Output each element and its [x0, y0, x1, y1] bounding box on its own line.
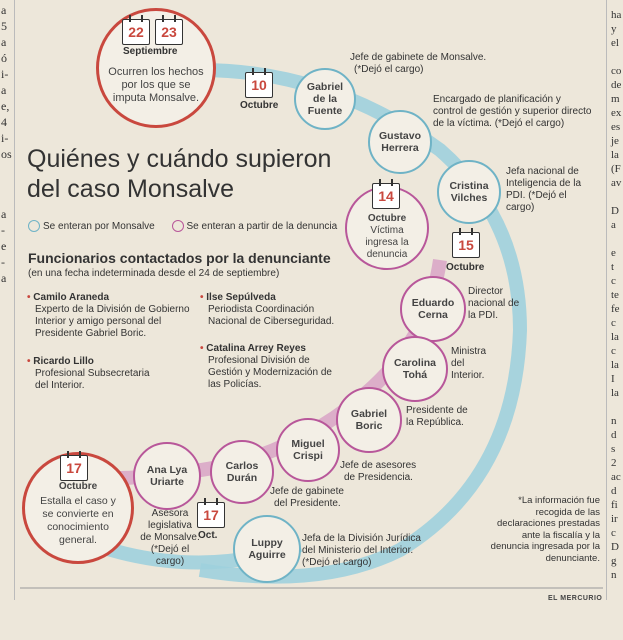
person-bubble-vilches: Cristina Vilches [437, 160, 501, 224]
calendar-icon: 17 [60, 455, 88, 481]
section-subheading: (en una fecha indeterminada desde el 24 de septiembre) [28, 268, 280, 279]
person-bubble-cerna: Eduardo Cerna [400, 276, 466, 342]
person-desc-cerna: Director nacional de la PDI. [468, 286, 520, 321]
funcionario-item: • Catalina Arrey Reyes Profesional División de Gestión y Modernización de las Policías. [200, 343, 332, 391]
footnote: *La información fue recogida de las declaraciones prestadas ante la fiscalía y la denuncia ingresada por la denunciante. [490, 495, 600, 564]
legend-item-purple: Se enteran a partir de la denuncia [172, 221, 338, 232]
person-desc-crispi: Jefe de asesores de Presidencia. [340, 460, 417, 483]
calendar-icon: 22 [122, 19, 150, 45]
event-bubble-oct17: Octubre Estalla el caso y se convierte en conocimiento general. [22, 452, 134, 564]
person-bubble-herrera: Gustavo Herrera [368, 110, 432, 174]
person-desc-uriarte: Asesora legislativa de Monsalve. (*Dejó el cargo) [140, 508, 200, 567]
date-label: Octubre [240, 100, 279, 111]
person-desc-vilches: Jefa nacional de Inteligencia de la PDI. (*Dejó el cargo) [506, 166, 582, 213]
legend-purple-swatch [172, 220, 184, 232]
legend-blue-swatch [28, 220, 40, 232]
funcionario-item: • Ilse Sepúlveda Periodista Coordinación Nacional de Ciberseguridad. [200, 292, 334, 328]
person-bubble-fuente: Gabriel de la Fuente [294, 68, 356, 130]
event-text: imputa Monsalve. [112, 91, 200, 104]
date-label: Septiembre [123, 46, 178, 57]
funcionario-item: • Camilo Araneda Experto de la División de Gobierno Interior y amigo personal del Presidente Gabriel Boric. [27, 292, 190, 340]
legend-item-blue: Se enteran por Monsalve [28, 221, 155, 232]
left-margin-text: a 5 a ó i- a e, 4 i- os [1, 3, 12, 161]
person-desc-herrera: Encargado de planificación y control de gestión y superior directo de la víctima. (*Dejó el cargo) [433, 94, 592, 129]
event-bubble-oct14: Octubre Víctima ingresa la denuncia [345, 186, 429, 270]
calendar-icon: 14 [372, 183, 400, 209]
section-heading: Funcionarios contactados por la denunciante [28, 250, 331, 266]
event-text: por los que se [121, 78, 191, 91]
event-text: Ocurren los hechos [108, 65, 204, 78]
person-bubble-uriarte: Ana Lya Uriarte [133, 442, 201, 510]
calendar-icon: 17 [197, 502, 225, 528]
right-margin-text: ha y el co de m ex es je la (F av D a e t c te fe c la c la I la n d s 2 ac d fi ir c D g n [611, 9, 622, 581]
person-desc-toha: Ministra del Interior. [451, 346, 487, 381]
calendar-icon: 10 [245, 72, 273, 98]
person-desc-aguirre: Jefa de la División Jurídica del Ministerio del Interior. (*Dejó el cargo) [302, 533, 421, 568]
person-bubble-toha: Carolina Tohá [382, 336, 448, 402]
person-desc-boric: Presidente de la República. [406, 405, 468, 428]
date-label: Oct. [198, 530, 218, 541]
person-desc-fuente: Jefe de gabinete de Monsalve. (*Dejó el cargo) [350, 52, 487, 75]
person-bubble-boric: Gabriel Boric [336, 387, 402, 453]
person-bubble-crispi: Miguel Crispi [276, 418, 340, 482]
funcionario-item: • Ricardo Lillo Profesional Subsecretaria del Interior. [27, 356, 150, 392]
person-bubble-aguirre: Luppy Aguirre [233, 515, 301, 583]
calendar-icon: 23 [155, 19, 183, 45]
person-desc-duran: Jefe de gabinete del Presidente. [270, 486, 344, 509]
publication-credit: EL MERCURIO [548, 595, 603, 602]
person-bubble-duran: Carlos Durán [210, 440, 274, 504]
left-margin-text-lower: a - e - a [1, 207, 7, 285]
legend [28, 220, 337, 232]
calendar-icon: 15 [452, 232, 480, 258]
date-label: Octubre [446, 262, 485, 273]
page-title: Quiénes y cuándo supieron del caso Monsalve [27, 145, 332, 203]
